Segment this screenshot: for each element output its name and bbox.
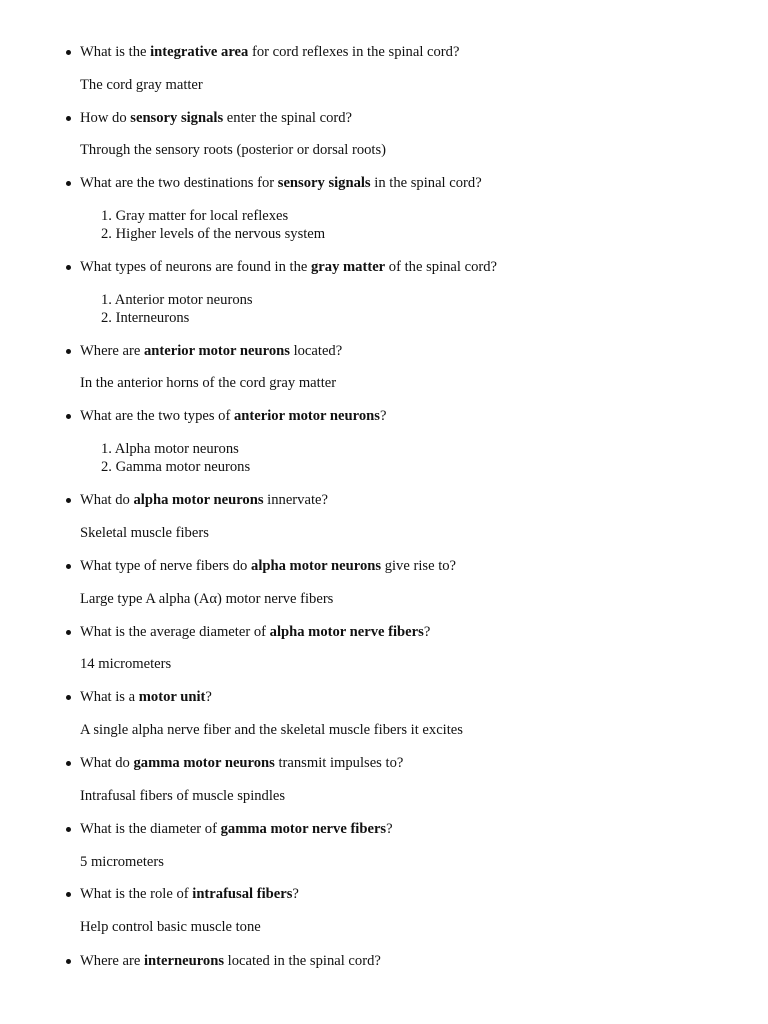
question-item bbox=[80, 258, 497, 276]
question-item bbox=[80, 174, 482, 192]
question-text: give rise to? bbox=[381, 558, 457, 574]
question-text: What is the average diameter of bbox=[80, 624, 270, 640]
question-keyword: interneurons bbox=[144, 953, 225, 969]
question-keyword: integrative area bbox=[150, 44, 249, 60]
question-text: ? bbox=[379, 408, 387, 424]
question-text: What do bbox=[80, 492, 134, 508]
question-keyword: gamma motor nerve fibers bbox=[220, 821, 387, 837]
question-text: What is a bbox=[80, 689, 139, 705]
question-text: What types of neurons are found in the bbox=[80, 259, 311, 275]
question-text: What are the two destinations for bbox=[80, 175, 278, 191]
question-text: What are the two types of bbox=[80, 408, 234, 424]
question-text: enter the spinal cord? bbox=[223, 110, 352, 126]
question-text: ? bbox=[205, 689, 212, 705]
question-text: transmit impulses to? bbox=[274, 755, 404, 771]
answer-text: Large type A alpha (Aα) motor nerve fibers bbox=[80, 591, 334, 607]
answer-text: Through the sensory roots (posterior or dorsal roots) bbox=[80, 142, 387, 158]
answer-list-item: 2. Interneurons bbox=[101, 310, 190, 326]
question-keyword: alpha motor neurons bbox=[251, 558, 382, 574]
question-item bbox=[80, 754, 403, 772]
question-item bbox=[80, 407, 386, 425]
question-keyword: alpha motor nerve fibers bbox=[269, 624, 424, 640]
answer-text: 14 micrometers bbox=[80, 656, 172, 672]
question-text: What is the bbox=[80, 44, 151, 60]
question-item bbox=[80, 491, 328, 509]
question-keyword: motor unit bbox=[138, 689, 206, 705]
question-item bbox=[80, 623, 430, 641]
answer-text: In the anterior horns of the cord gray matter bbox=[80, 375, 337, 391]
answer-text: A single alpha nerve fiber and the skeletal muscle fibers it excites bbox=[80, 722, 463, 738]
answer-text: Help control basic muscle tone bbox=[80, 919, 261, 935]
question-text: Where are bbox=[80, 953, 144, 969]
answer-text: Skeletal muscle fibers bbox=[80, 525, 209, 541]
question-text: located in the spinal cord? bbox=[224, 953, 381, 969]
question-text: What do bbox=[80, 755, 134, 771]
question-text: What is the role of bbox=[80, 886, 193, 902]
question-text: of the spinal cord? bbox=[385, 259, 498, 275]
question-text: What is the diameter of bbox=[80, 821, 221, 837]
question-text: What type of nerve fibers do bbox=[80, 558, 252, 574]
answer-text: 5 micrometers bbox=[80, 854, 164, 870]
question-text: innervate? bbox=[263, 492, 328, 508]
answer-list-item: 2. Gamma motor neurons bbox=[101, 459, 251, 475]
question-item bbox=[80, 952, 381, 970]
question-text: located? bbox=[289, 343, 343, 359]
question-keyword: sensory signals bbox=[277, 175, 371, 191]
answer-list-item: 2. Higher levels of the nervous system bbox=[101, 226, 326, 242]
question-text: for cord reflexes in the spinal cord? bbox=[248, 44, 460, 60]
question-keyword: gray matter bbox=[311, 259, 386, 275]
question-keyword: anterior motor neurons bbox=[234, 408, 380, 424]
question-text: in the spinal cord? bbox=[370, 175, 482, 191]
question-item bbox=[80, 688, 212, 706]
answer-text: The cord gray matter bbox=[80, 77, 203, 93]
question-text: Where are bbox=[80, 343, 144, 359]
question-item bbox=[80, 557, 456, 575]
question-text: ? bbox=[386, 821, 393, 837]
question-text: How do bbox=[80, 110, 131, 126]
question-item bbox=[80, 109, 352, 127]
answer-text: Intrafusal fibers of muscle spindles bbox=[80, 788, 286, 804]
question-text: ? bbox=[292, 886, 299, 902]
question-keyword: intrafusal fibers bbox=[192, 886, 293, 902]
question-keyword: anterior motor neurons bbox=[144, 343, 290, 359]
question-keyword: alpha motor neurons bbox=[133, 492, 264, 508]
answer-list-item: 1. Alpha motor neurons bbox=[101, 441, 239, 457]
answer-list-item: 1. Anterior motor neurons bbox=[101, 292, 253, 308]
question-keyword: gamma motor neurons bbox=[133, 755, 275, 771]
question-item bbox=[80, 820, 393, 838]
question-text: ? bbox=[423, 624, 431, 640]
question-item bbox=[80, 342, 342, 360]
answer-list-item: 1. Gray matter for local reflexes bbox=[101, 208, 289, 224]
question-item bbox=[80, 43, 459, 61]
question-item bbox=[80, 885, 299, 903]
question-keyword: sensory signals bbox=[130, 110, 224, 126]
